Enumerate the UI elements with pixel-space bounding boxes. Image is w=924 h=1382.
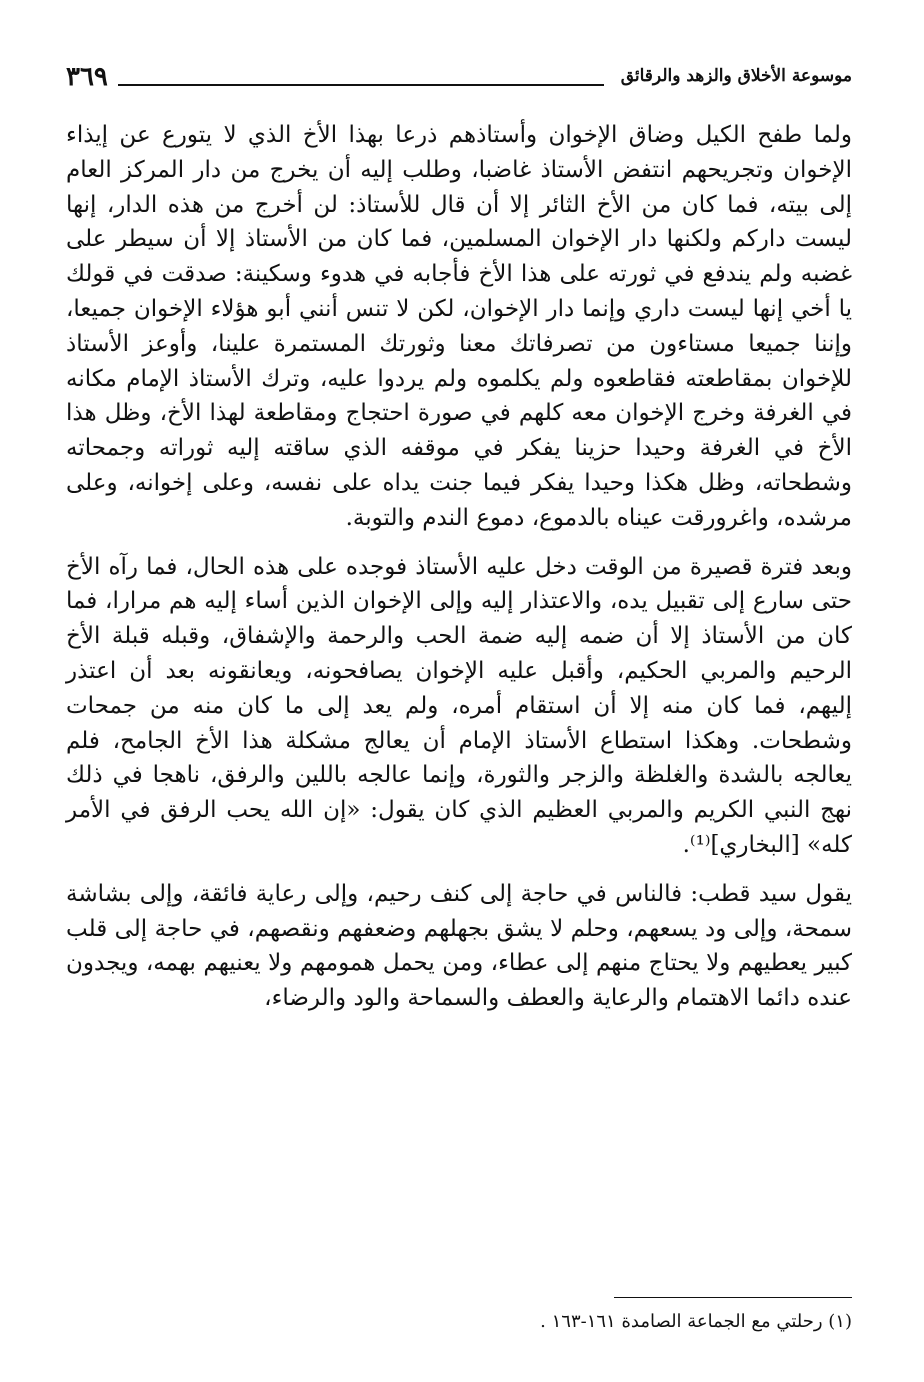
footnote-separator bbox=[614, 1297, 852, 1298]
main-text bbox=[66, 118, 852, 1016]
header-rule bbox=[118, 84, 604, 86]
book-title: موسوعة الأخلاق والزهد والرقائق bbox=[620, 66, 852, 86]
paragraph-2: وبعد فترة قصيرة من الوقت دخل عليه الأستاذ فوجده على هذه الحال، فما رآه الأخ حتى سارع إلى تقبيل يده، والاعتذار إليه وإلى الإخوان الذين أساء إليه هم مرارا، فما كان من الأستاذ إلا أن ضمه إليه ضمة الحب والرحمة والإشفاق، وقبله قبلة الأخ الرحيم والمربي الحكيم، وأقبل عليه الإخوان يصافحونه، ويعانقونه بعد أن اعتذر إليهم، فما كان منه إلا أن استقام أمره، ولم يعد إلى ما كان منه من جمحات وشطحات. وهكذا استطاع الأستاذ الإمام أن يعالج مشكلة هذا الأخ الجامح، فلم يعالجه بالشدة والغلظة والزجر والثورة، وإنما عالجه باللين والرفق، ناهجا في ذلك نهج النبي الكريم والمربي العظيم الذي كان يقول: «إن الله يحب الرفق في الأمر كله» [البخاري]⁽¹⁾. bbox=[66, 553, 852, 858]
page-number: ٣٦٩ bbox=[66, 62, 108, 92]
page-header bbox=[66, 62, 852, 96]
footnote: (١) رحلتي مع الجماعة الصامدة ١٦١-١٦٣ . bbox=[540, 1311, 852, 1332]
paragraph-1: ولما طفح الكيل وضاق الإخوان وأستاذهم ذرعا بهذا الأخ الذي لا يتورع عن إيذاء الإخوان وتجريحهم انتفض الأستاذ غاضبا، وطلب إليه أن يخرج من دار المركز العام إلى بيته، فما كان من الأخ الثائر إلا أن قال للأستاذ: لن أخرج من هذه الدار، إنها ليست داركم ولكنها دار الإخوان المسلمين، فما كان من الأستاذ إلا أن سيطر على غضبه ولم يندفع في ثورته على هذا الأخ فأجابه في هدوء وسكينة: صدقت في قولك يا أخي إنها ليست داري وإنما دار الإخوان، لكن لا تنس أنني أبو هؤلاء الإخوان جميعا، وإننا جميعا مستاءون من تصرفاتك معنا وثورتك المستمرة علينا، وأوعز الأستاذ للإخوان بمقاطعته فقاطعوه ولم يكلموه ولم يردوا عليه، وترك الأستاذ الإمام مكانه في الغرفة وخرج الإخوان معه كلهم في صورة احتجاج ومقاطعة لهذا الأخ، وظل هذا الأخ في الغرفة وحيدا حزينا يفكر في موقفه الذي ساقته إليه ثوراته وجمحاته وشطحاته، وظل هكذا وحيدا يفكر فيما جنت يداه على نفسه، وعلى إخوانه، وعلى مرشده، واغرورقت عيناه بالدموع، دموع الندم والتوبة. bbox=[66, 122, 852, 531]
paragraph-3: يقول سيد قطب: فالناس في حاجة إلى كنف رحيم، وإلى رعاية فائقة، وإلى بشاشة سمحة، وإلى ود يسعهم، وحلم لا يشق بجهلهم وضعفهم ونقصهم، في حاجة إلى قلب كبير يعطيهم ولا يحتاج منهم إلى عطاء، ومن يحمل همومهم ولا يعنيهم بهمه، ويجدون عنده دائما الاهتمام والرعاية والعطف والسماحة والود والرضاء، bbox=[66, 880, 852, 1012]
